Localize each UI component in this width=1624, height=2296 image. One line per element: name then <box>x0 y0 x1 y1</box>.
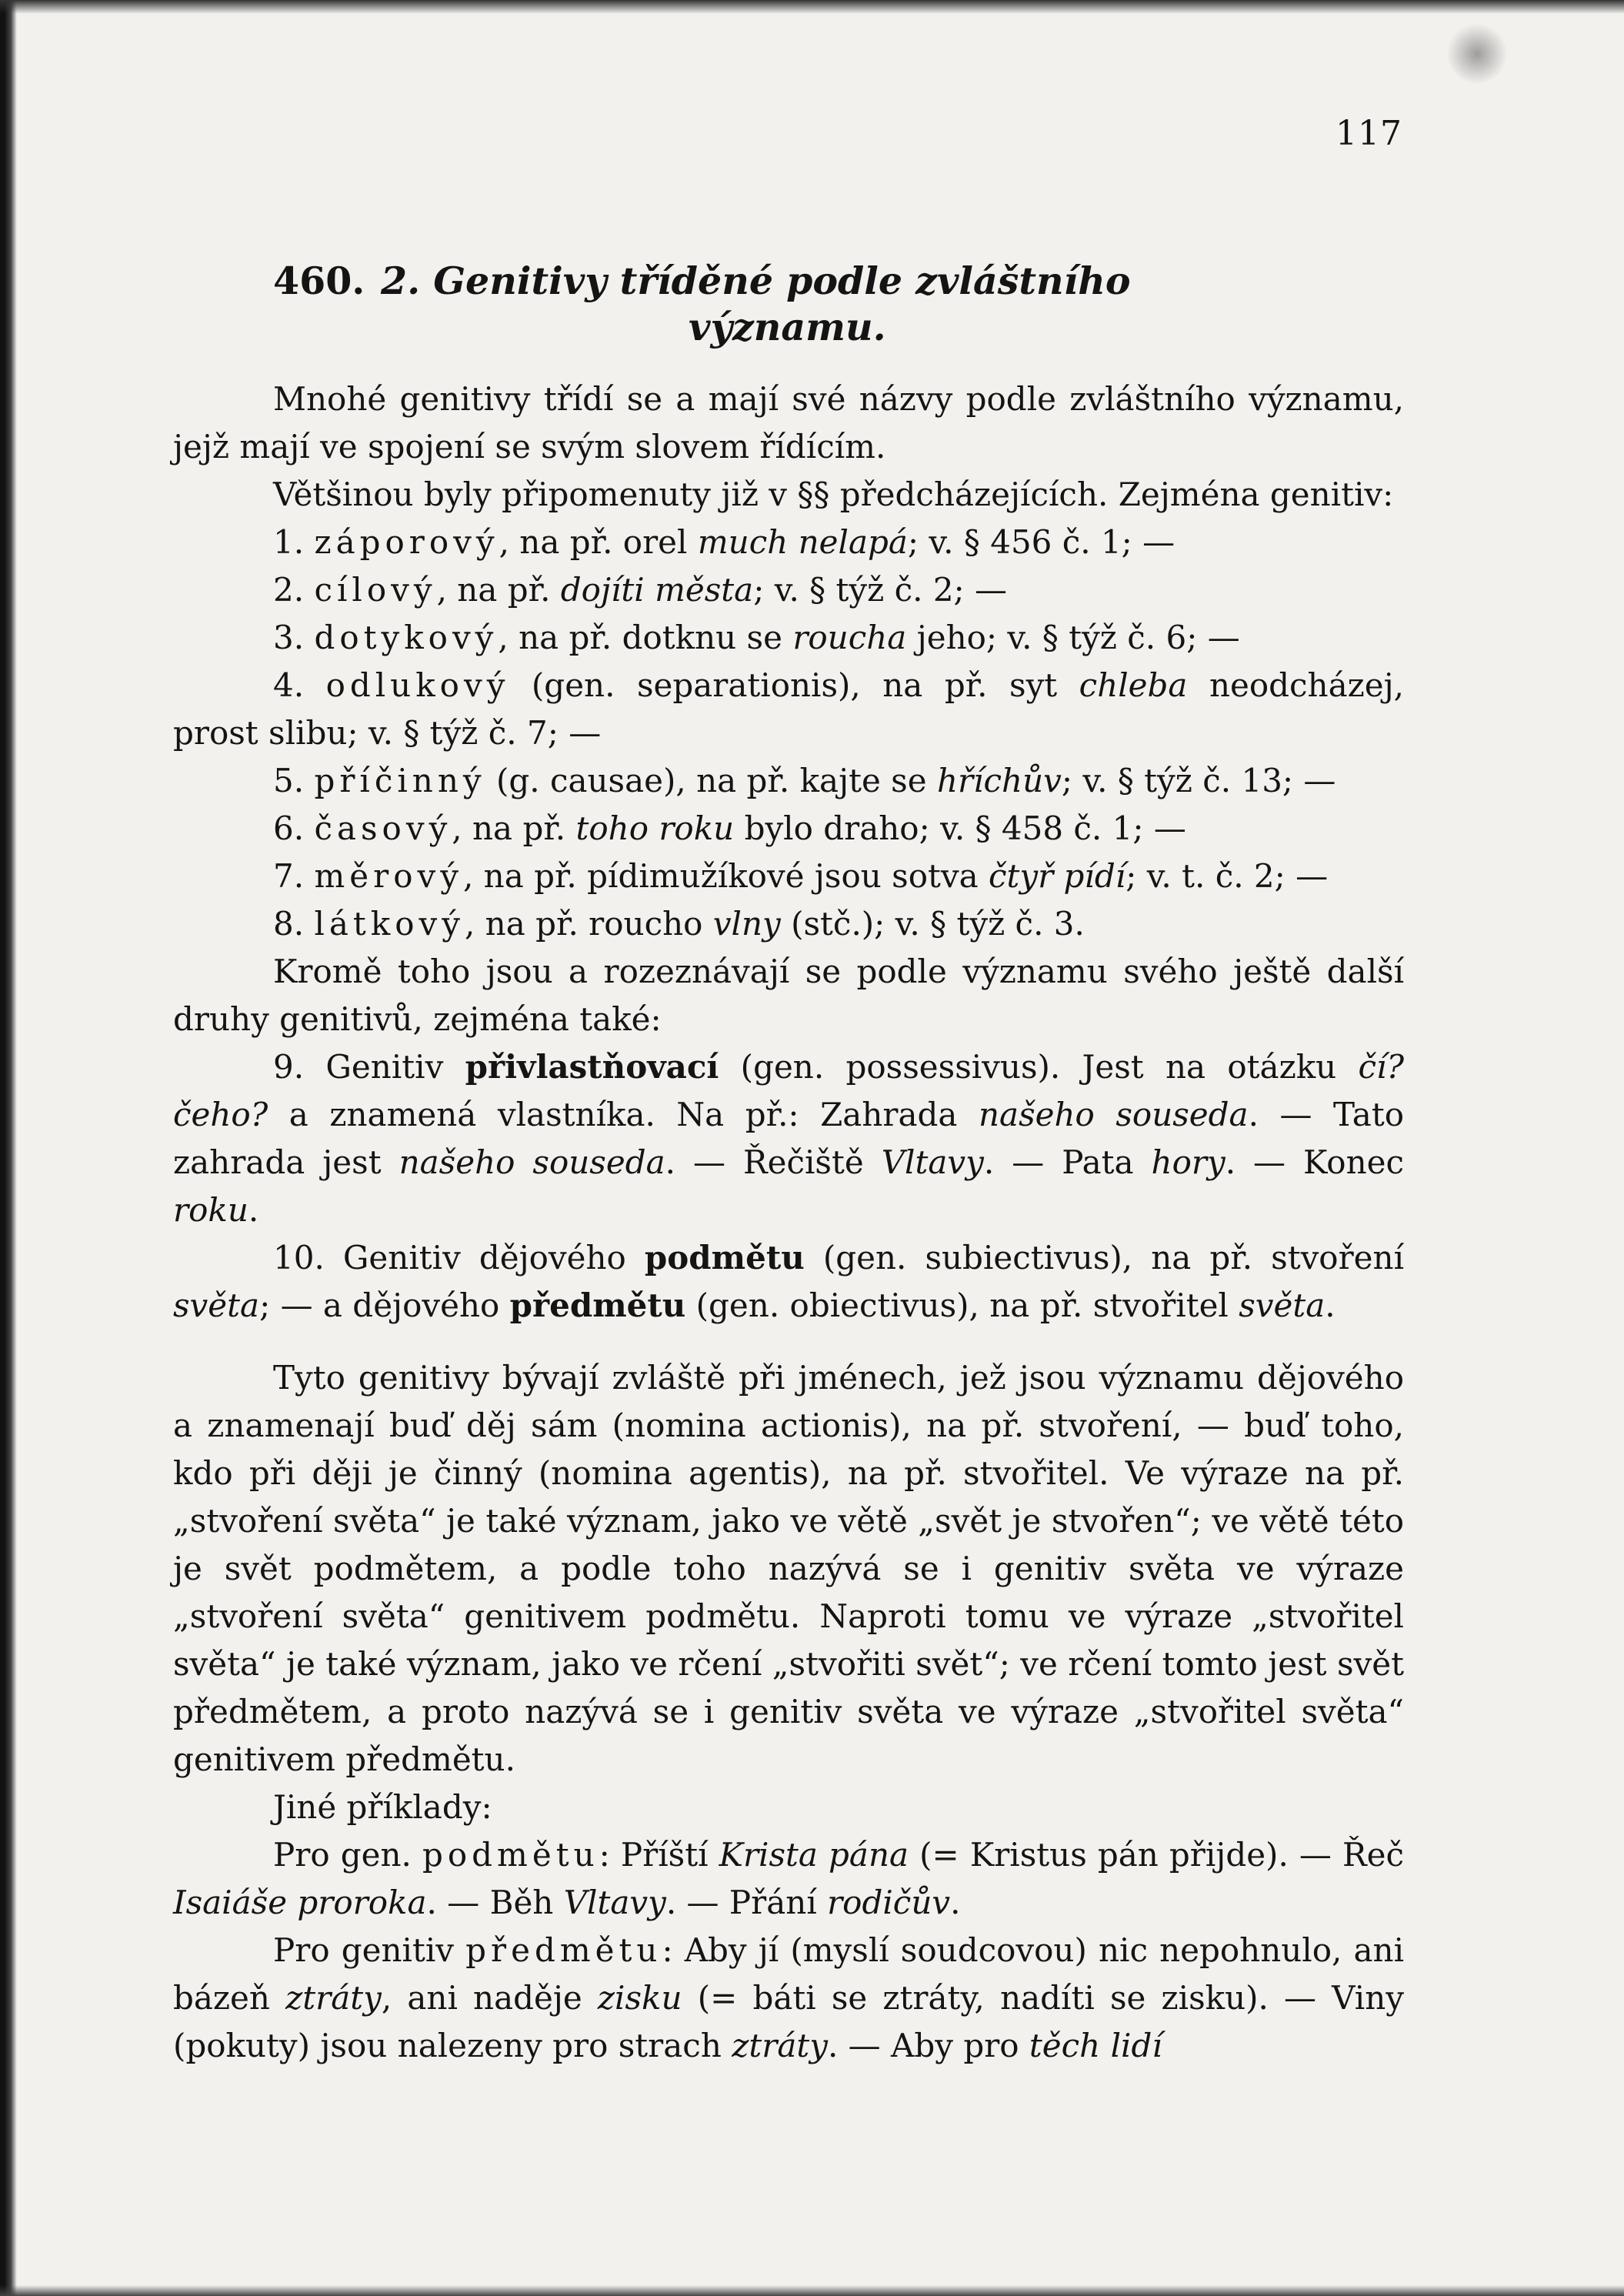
list-item: 5. příčinný (g. causae), na př. kajte se hříchův; v. § týž č. 13; — <box>273 762 1336 799</box>
intro-paragraph-1: Mnohé genitivy třídí se a mají své názvy podle zvláštního významu, jejž mají ve spojení se svým slovem řídícím. <box>173 380 1404 466</box>
list-item: 2. cílový, na př. dojíti města; v. § týž č. 2; — <box>273 571 1008 609</box>
besides-paragraph: Kromě toho jsou a rozeznávají se podle významu svého ještě další druhy genitivů, zejména také: <box>173 953 1404 1038</box>
subject-examples-paragraph: Pro gen. podmětu: Příští Krista pána (= Kristus pán přijde). — Řeč Isaiáše proroka. — Běh Vltavy. — Přání rodičův. <box>173 1836 1404 1921</box>
section-title-line1: 2. Genitivy tříděné podle zvláštního <box>381 259 1131 303</box>
object-examples-paragraph: Pro genitiv předmětu: Aby jí (myslí soudcovou) nic nepohnulo, ani bázeň ztráty, ani naděje zisku (= báti se ztráty, nadíti se zisku). — Viny (pokuty) jsou nalezeny pro strach ztráty. — Aby pro těch lidí <box>173 1931 1405 2064</box>
item-10-paragraph: 10. Genitiv dějového podmětu (gen. subiectivus), na př. stvoření světa; — a dějového předmětu (gen. obiectivus), na př. stvořitel světa. <box>173 1239 1405 1324</box>
section-title-line2: významu. <box>689 305 886 349</box>
item-9-paragraph: 9. Genitiv přivlastňovací (gen. possessivus). Jest na otázku čí? čeho? a znamená vlastníka. Na př.: Zahrada našeho souseda. — Tato zahrada jest našeho souseda. — Řečiště Vltavy. — Pata hory. — Konec roku. <box>173 1048 1405 1229</box>
list-item: 4. odlukový (gen. separationis), na př. syt chleba neodcházej, prost slibu; v. § týž č. 7; — <box>173 666 1405 752</box>
list-item: 6. časový, na př. toho roku bylo draho; v. § 458 č. 1; — <box>273 809 1186 847</box>
section-heading <box>273 258 1519 350</box>
explanation-paragraph: Tyto genitivy bývají zvláště při jménech, jež jsou významu dějového a znamenají buď děj sám (nomina actionis), na př. stvoření, — buď toho, kdo při ději je činný (nomina agentis), na př. stvořitel. Ve výraze na př. „stvoření světa“ je také význam, jako ve větě „svět je stvořen“; ve větě této je svět podmětem, a podle toho nazývá se i genitiv světa ve výraze „stvoření světa“ genitivem podmětu. Naproti tomu ve výraze „stvořitel světa“ je také význam, jako ve rčení „stvořiti svět“; ve rčení tomto jest svět předmětem, a proto nazývá se i genitiv světa ve výraze „stvořitel světa“ genitivem předmětu. <box>173 1359 1404 1778</box>
list-item: 1. záporový, na př. orel much nelapá; v. § 456 č. 1; — <box>273 523 1175 561</box>
intro-paragraph-2: Většinou byly připomenuty již v §§ předcházejících. Zejména genitiv: <box>273 476 1394 513</box>
list-item: 8. látkový, na př. roucho vlny (stč.); v. § týž č. 3. <box>273 905 1085 943</box>
page-bottom-edge <box>0 2285 1624 2296</box>
other-examples-label: Jiné příklady: <box>273 1788 492 1826</box>
body-text <box>173 375 1404 2070</box>
list-item: 7. měrový, na př. pídimužíkové jsou sotva čtyř pídí; v. t. č. 2; — <box>273 857 1329 895</box>
page-stain <box>1446 23 1508 85</box>
genitive-list <box>173 519 1404 948</box>
list-item: 3. dotykový, na př. dotknu se roucha jeho; v. § týž č. 6; — <box>273 619 1240 656</box>
section-number: 460. <box>273 259 365 303</box>
page-number: 117 <box>1336 114 1402 153</box>
